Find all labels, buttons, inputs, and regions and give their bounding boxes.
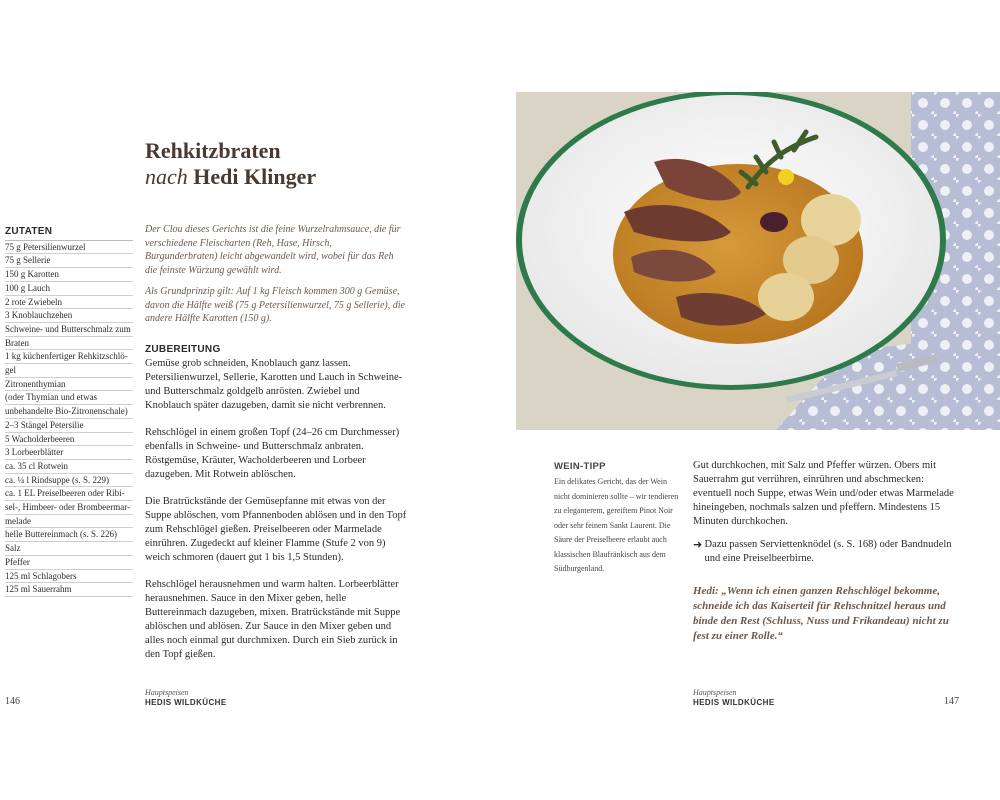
preparation-continued [693, 459, 963, 529]
preparation [145, 343, 407, 675]
ingredient-item: 2–3 Stängel Petersilie [5, 419, 133, 433]
title-italic: nach [145, 164, 188, 189]
ingredient-item: unbehandelte Bio-Zitronenschale) [5, 405, 133, 419]
ingredient-item: ca. ¼ l Rindsuppe (s. S. 229) [5, 474, 133, 488]
ingredient-item: Salz [5, 542, 133, 556]
arrow-right-icon: ➜ [693, 538, 703, 551]
footer-left [145, 688, 227, 708]
ingredient-item: sel-, Himbeer- oder Brombeermar- [5, 501, 133, 515]
footer-section: HEDIS WILDKÜCHE [145, 698, 227, 707]
intro-text [145, 223, 405, 334]
serving-tip-text: Dazu passen Serviettenknödel (s. S. 168) oder Bandnudeln und eine Preiselbeerbirne. [704, 539, 952, 564]
title-line-2 [145, 164, 316, 190]
footer-right [693, 688, 775, 708]
ingredients-heading: ZUTATEN [5, 226, 133, 241]
recipe-title [145, 138, 316, 190]
footer-category: Hauptspeisen [693, 688, 737, 697]
ingredient-item: 75 g Petersilienwurzel [5, 241, 133, 255]
ingredient-item: Braten [5, 337, 133, 351]
ingredient-item: (oder Thymian und etwas [5, 391, 133, 405]
footer-category: Hauptspeisen [145, 688, 189, 697]
ingredient-item: 125 ml Sauerrahm [5, 583, 133, 597]
ingredient-item: gel [5, 364, 133, 378]
title-line-1: Rehkitzbraten [145, 138, 281, 163]
ingredient-item: 3 Lorbeerblätter [5, 446, 133, 460]
dish-illustration [516, 92, 1000, 430]
ingredient-item: 5 Wacholderbeeren [5, 433, 133, 447]
ingredient-item: melade [5, 515, 133, 529]
flower-garnish [778, 169, 794, 185]
serving-tip [693, 538, 963, 566]
footer-section: HEDIS WILDKÜCHE [693, 698, 775, 707]
ingredient-item: Schweine- und Butterschmalz zum [5, 323, 133, 337]
title-name: Hedi Klinger [187, 164, 317, 189]
dish-photo [516, 92, 1000, 430]
ingredient-item: helle Buttereinmach (s. S. 226) [5, 528, 133, 542]
ingredient-item: Zitronenthymian [5, 378, 133, 392]
preparation-heading: ZUBEREITUNG [145, 344, 221, 355]
wine-tip-heading: WEIN-TIPP [554, 461, 606, 472]
page-number-left: 146 [5, 696, 20, 707]
dumpling [758, 273, 814, 321]
ingredient-item: 100 g Lauch [5, 282, 133, 296]
ingredient-item: 75 g Sellerie [5, 254, 133, 268]
wine-tip [554, 461, 684, 577]
preparation-paragraph: Rehschlögel herausnehmen und warm halten. Lorbeerblätter herausnehmen. Sauce in den Mixer geben, helle Buttereinmach dazugeben, mixen. Bratrückstände mit Suppe ablöschen und ablösen. Zur Sauce in den Mixer geben und alles noch einmal gut durchmixen. Durch ein Sieb zurück in den Topf gießen. [145, 579, 401, 660]
intro-paragraph: Der Clou dieses Gerichts ist die feine Wurzelrahmsauce, die für verschiedene Fleischarten (Reh, Hase, Hirsch, Burgunderbraten) leicht abgewandelt wird, wobei für das Reh die feinste Würzung gewählt wird. [145, 224, 401, 276]
preparation-paragraph: Gemüse grob schneiden, Knoblauch ganz lassen. Petersilienwurzel, Sellerie, Karotten und Lauch in Schweine- und Butterschmalz goldgelb anrösten. Zwiebel und Knoblauch später dazugeben, damit sie nicht verbrennen. [145, 358, 403, 411]
ingredient-item: 2 rote Zwiebeln [5, 296, 133, 310]
ingredient-item: ca. 1 EL Preiselbeeren oder Ribi- [5, 487, 133, 501]
preparation-paragraph: Rehschlögel in einem großen Topf (24–26 cm Durchmesser) ebenfalls in Schweine- und Butterschmalz anbraten. Röstgemüse, Kräuter, Wacholderbeeren und Lorbeer dazugeben. Mit Rotwein ablöschen. [145, 427, 400, 480]
cranberries [760, 212, 788, 232]
ingredient-item: 3 Knoblauchzehen [5, 309, 133, 323]
intro-paragraph: Als Grundprinzip gilt: Auf 1 kg Fleisch kommen 300 g Gemüse, davon die Hälfte weiß (75 g Petersilienwurzel, 75 g Sellerie), die andere Hälfte Karotten (150 g). [145, 286, 405, 324]
ingredient-item: ca. 35 cl Rotwein [5, 460, 133, 474]
continuation-text: Gut durchkochen, mit Salz und Pfeffer würzen. Obers mit Sauerrahm gut verrühren, einrühren und abschmecken: eventuell noch Suppe, etwas Wein und/oder etwas Marmelade hineingeben, nochmals salzen und pfeffern. Mindestens 15 Minuten durchkochen. [693, 460, 954, 527]
ingredient-item: 1 kg küchenfertiger Rehkitzschlö- [5, 350, 133, 364]
page-number-right: 147 [944, 696, 959, 707]
ingredients-list [5, 226, 133, 597]
ingredient-item: Pfeffer [5, 556, 133, 570]
ingredient-item: 150 g Karotten [5, 268, 133, 282]
preparation-paragraph: Die Bratrückstände der Gemüsepfanne mit etwas von der Suppe ablöschen, vom Pfannenboden ablösen und in den Topf zum Rehschlögel gießen. Preiselbeeren oder Marmelade einrühren. Zugedeckt auf kleiner Flamme (Stufe 2 von 9) weich schmoren (dauert gut 1 bis 1,5 Stunden). [145, 496, 407, 563]
wine-tip-text: Ein delikates Gericht, das der Wein nicht dominieren sollte – wir tendieren zu eleganterem, gereiftem Pinot Noir oder sehr feinem Sankt Laurent. Die Säure der Preiselbeere erlaubt auch klassischen Blaufränkisch aus dem Südburgenland. [554, 477, 679, 573]
hedi-quote: Hedi: „Wenn ich einen ganzen Rehschlögel bekomme, schneide ich das Kaiserteil für Rehschnitzel heraus und binde den Rest (Schluss, Nuss und Frikandeau) nicht zu fest zu einer Rolle.“ [693, 585, 949, 642]
ingredient-item: 125 ml Schlagobers [5, 570, 133, 584]
